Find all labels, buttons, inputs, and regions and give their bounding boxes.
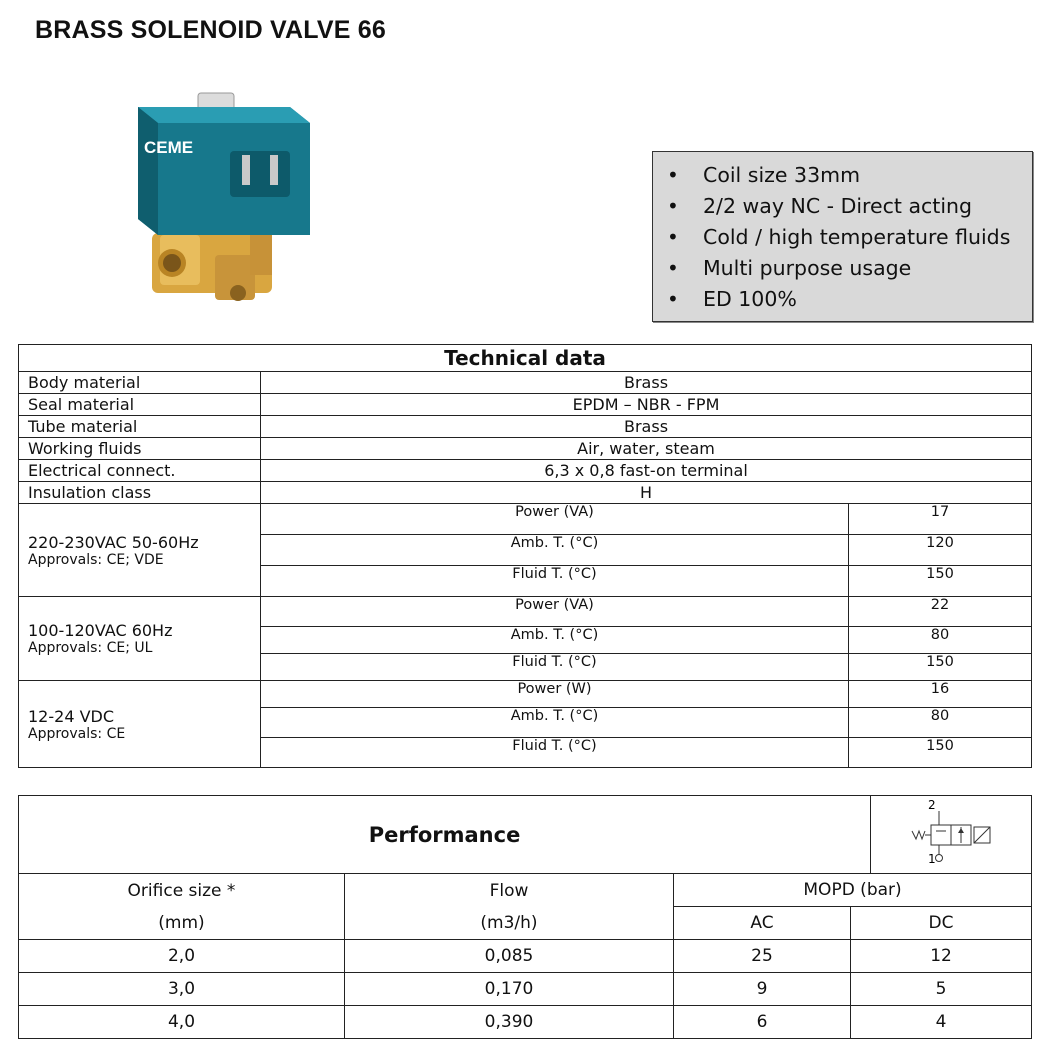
voltage-row: Fluid T. (°C) 150 (19, 738, 1032, 768)
valve-symbol-cell (871, 796, 1032, 874)
page-title: BRASS SOLENOID VALVE 66 (35, 16, 386, 44)
brand-logo: CEME (144, 138, 194, 157)
feature-item: • 2/2 way NC - Direct acting (653, 191, 1032, 222)
feature-item: • Multi purpose usage (653, 253, 1032, 284)
orifice-header: Orifice size * (mm) (19, 874, 345, 940)
voltage-label: 100-120VAC 60Hz Approvals: CE; UL (19, 597, 261, 681)
feature-item: • Coil size 33mm (653, 160, 1032, 191)
voltage-row: 220-230VAC 50-60Hz Approvals: CE; VDE Power (VA) 17 (19, 504, 1032, 535)
valve-schematic-icon (906, 797, 996, 867)
table-row: Seal material EPDM – NBR - FPM (19, 394, 1032, 416)
table-row: Working fluids Air, water, steam (19, 438, 1032, 460)
voltage-label: 220-230VAC 50-60Hz Approvals: CE; VDE (19, 504, 261, 597)
feature-item: • Cold / high temperature fluids (653, 222, 1032, 253)
table-row: Tube material Brass (19, 416, 1032, 438)
voltage-label: 12-24 VDC Approvals: CE (19, 681, 261, 768)
svg-text:1: 1 (928, 852, 936, 866)
technical-data-heading: Technical data (19, 345, 1032, 372)
mopd-header: MOPD (bar) (674, 874, 1032, 907)
voltage-row: 12-24 VDC Approvals: CE Power (W) 16 (19, 681, 1032, 708)
performance-table (18, 795, 1032, 1039)
voltage-row: Amb. T. (°C) 120 (19, 535, 1032, 566)
table-row: Electrical connect. 6,3 x 0,8 fast-on terminal (19, 460, 1032, 482)
ac-header: AC (674, 907, 851, 940)
table-row: 2,0 0,085 25 12 (19, 940, 1032, 973)
terminal-right (270, 155, 278, 185)
terminal-left (242, 155, 250, 185)
valve-product-image (130, 85, 330, 315)
table-row: Body material Brass (19, 372, 1032, 394)
performance-heading: Performance (19, 796, 871, 874)
voltage-row: Fluid T. (°C) 150 (19, 654, 1032, 681)
table-row: Insulation class H (19, 482, 1032, 504)
technical-data-table (18, 344, 1032, 768)
features-box (652, 151, 1033, 322)
voltage-row: Amb. T. (°C) 80 (19, 627, 1032, 654)
dc-header: DC (851, 907, 1032, 940)
voltage-row: 100-120VAC 60Hz Approvals: CE; UL Power (VA) 22 (19, 597, 1032, 627)
table-row: 4,0 0,390 6 4 (19, 1006, 1032, 1039)
flow-header: Flow (m3/h) (345, 874, 674, 940)
table-row: 3,0 0,170 9 5 (19, 973, 1032, 1006)
voltage-row: Amb. T. (°C) 80 (19, 708, 1032, 738)
voltage-row: Fluid T. (°C) 150 (19, 566, 1032, 597)
svg-text:2: 2 (928, 798, 936, 812)
feature-item: • ED 100% (653, 284, 1032, 315)
